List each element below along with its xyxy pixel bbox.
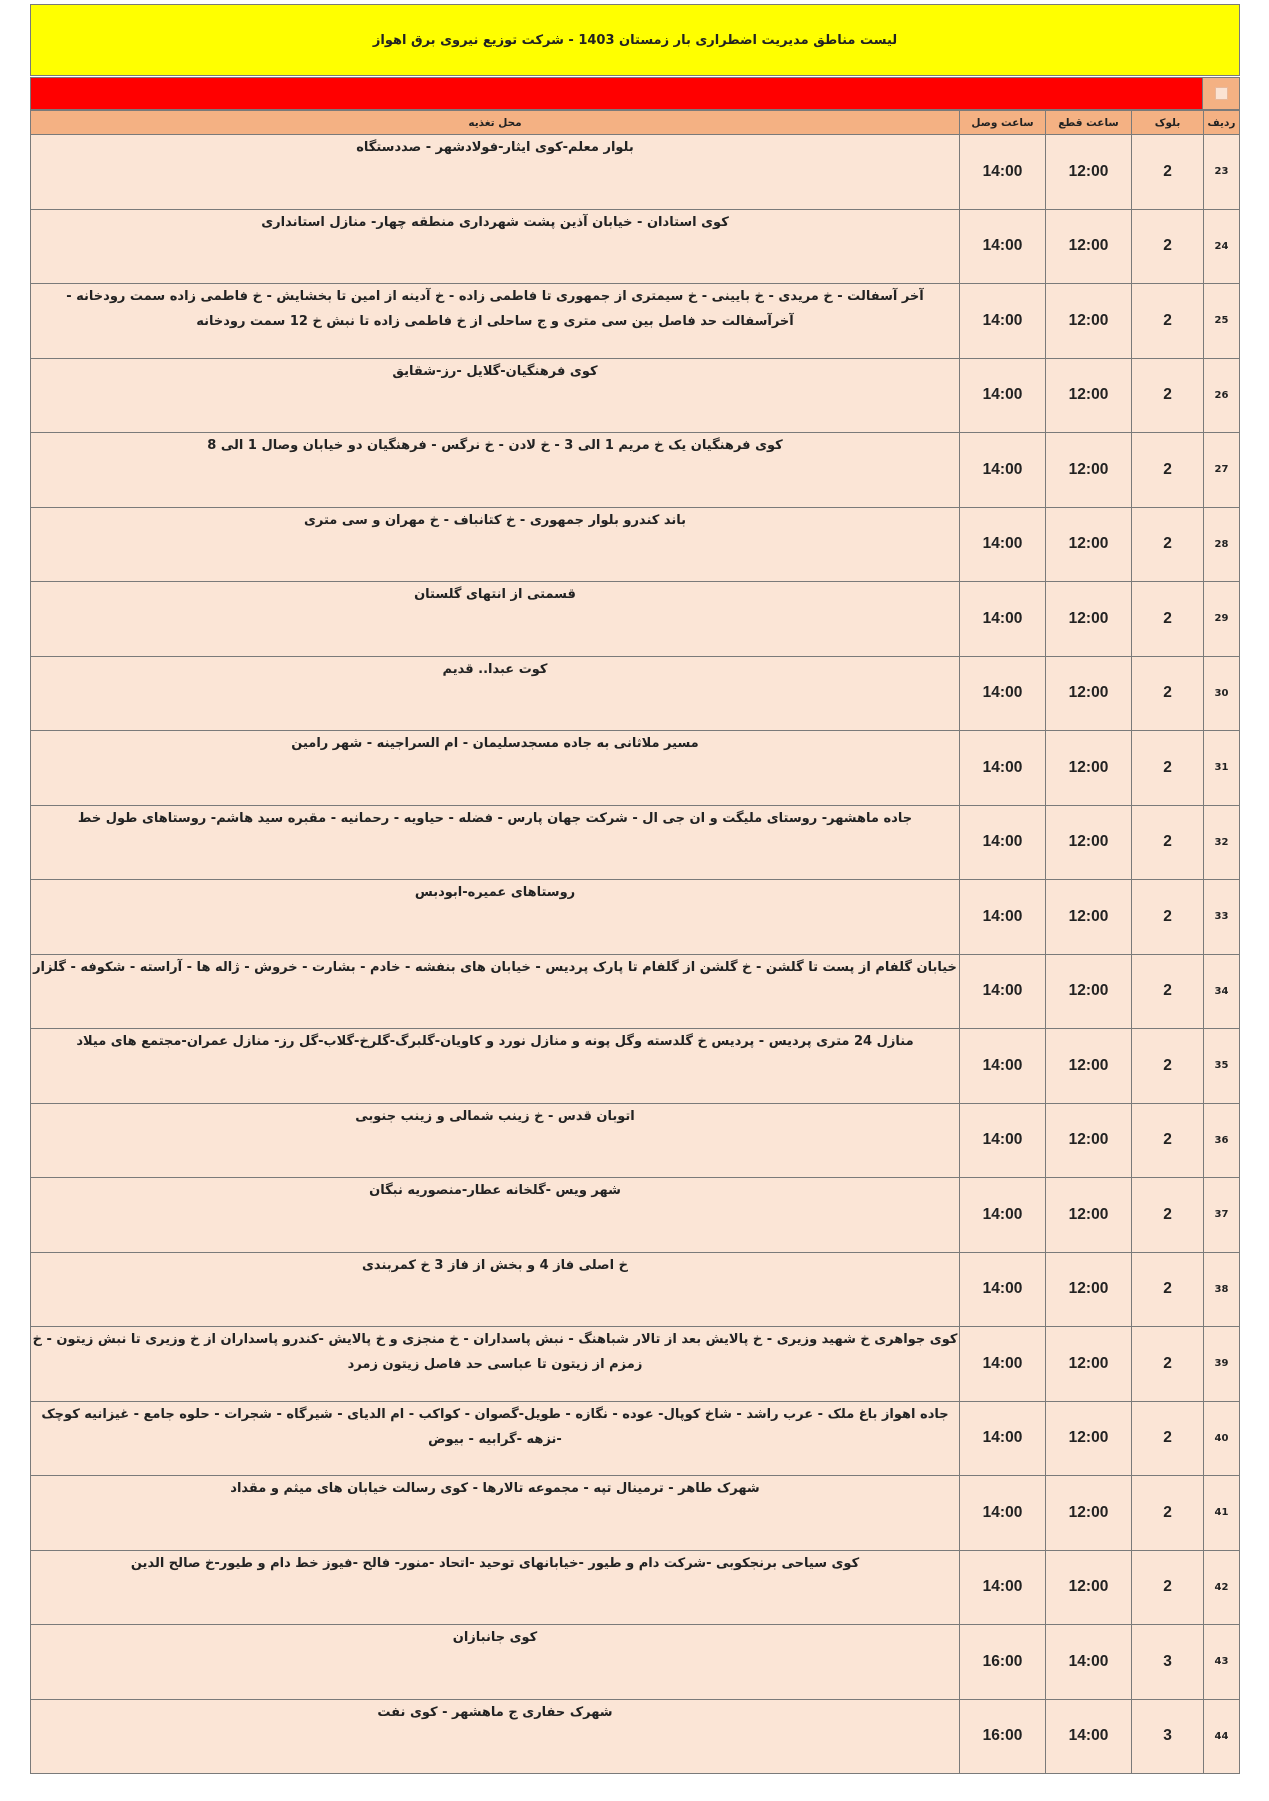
cut-time-cell: 12:00 bbox=[1046, 358, 1132, 433]
cut-time-cell: 12:00 bbox=[1046, 805, 1132, 880]
location-cell bbox=[31, 1699, 960, 1774]
cut-time-cell: 12:00 bbox=[1046, 209, 1132, 284]
table-row bbox=[31, 1699, 1240, 1774]
location-text: شهر ویس -گلخانه عطار-منصوریه نبگان bbox=[369, 1183, 621, 1198]
table-row bbox=[31, 731, 1240, 806]
title-text: لیست مناطق مدیریت اضطراری بار زمستان 1403 - شرکت توزیع نیروی برق اهواز bbox=[372, 32, 898, 48]
location-cell bbox=[31, 954, 960, 1029]
block-cell: 2 bbox=[1132, 433, 1204, 508]
location-cell bbox=[31, 1103, 960, 1178]
cut-time-cell: 12:00 bbox=[1046, 284, 1132, 359]
block-cell: 3 bbox=[1132, 1625, 1204, 1700]
location-text: بلوار معلم-کوی ایثار-فولادشهر - صددستگاه bbox=[356, 140, 634, 155]
connect-time-cell: 14:00 bbox=[960, 1029, 1046, 1104]
cut-time-cell: 12:00 bbox=[1046, 880, 1132, 955]
row-number-cell: 38 bbox=[1204, 1252, 1240, 1327]
cut-time-cell: 12:00 bbox=[1046, 1252, 1132, 1327]
location-text: منازل 24 متری پردیس - پردیس خ گلدسته وگل پونه و منازل نورد و کاویان-گلبرگ-گلرخ-گلاب-گل رز- منازل عمران-مجتمع های میلاد bbox=[76, 1034, 914, 1049]
location-text: کوی فرهنگیان یک خ مریم 1 الی 3 - خ لادن - خ نرگس - فرهنگیان دو خیابان وصال 1 الی 8 bbox=[207, 438, 783, 453]
connect-time-cell: 14:00 bbox=[960, 731, 1046, 806]
block-cell: 2 bbox=[1132, 135, 1204, 210]
location-cell bbox=[31, 1178, 960, 1253]
location-cell bbox=[31, 1550, 960, 1625]
block-cell: 2 bbox=[1132, 1103, 1204, 1178]
cut-time-cell: 14:00 bbox=[1046, 1625, 1132, 1700]
block-cell: 2 bbox=[1132, 358, 1204, 433]
location-cell bbox=[31, 656, 960, 731]
connect-time-cell: 14:00 bbox=[960, 1401, 1046, 1476]
header-location: محل تغذیه bbox=[31, 111, 960, 135]
block-cell: 2 bbox=[1132, 954, 1204, 1029]
block-cell: 2 bbox=[1132, 1401, 1204, 1476]
location-cell bbox=[31, 880, 960, 955]
connect-time-cell: 14:00 bbox=[960, 1327, 1046, 1402]
connect-time-cell: 14:00 bbox=[960, 433, 1046, 508]
cut-time-cell: 12:00 bbox=[1046, 954, 1132, 1029]
location-text: آخر آسفالت - خ مریدی - خ بایینی - خ سیمتری از جمهوری تا فاطمی زاده - خ آدینه از امین تا بخشایش - خ فاطمی زاده سمت رودخانه - آخرآسفالت حد فاصل بین سی متری و ج ساحلی از خ فاطمی زاده تا نبش خ 12 سمت رودخانه bbox=[66, 289, 924, 329]
connect-time-cell: 14:00 bbox=[960, 954, 1046, 1029]
table-row bbox=[31, 433, 1240, 508]
header-row-number: ردیف bbox=[1204, 111, 1240, 135]
red-banner bbox=[30, 77, 1240, 110]
location-cell bbox=[31, 284, 960, 359]
block-cell: 3 bbox=[1132, 1699, 1204, 1774]
row-number-cell: 35 bbox=[1204, 1029, 1240, 1104]
connect-time-cell: 14:00 bbox=[960, 582, 1046, 657]
connect-time-cell: 14:00 bbox=[960, 1476, 1046, 1551]
location-cell bbox=[31, 1029, 960, 1104]
cut-time-cell: 14:00 bbox=[1046, 1699, 1132, 1774]
block-cell: 2 bbox=[1132, 1550, 1204, 1625]
location-cell bbox=[31, 582, 960, 657]
cut-time-cell: 12:00 bbox=[1046, 1550, 1132, 1625]
location-text: جاده ماهشهر- روستای ملیگت و ان جی ال - شرکت جهان پارس - فضله - حیاویه - رحمانیه - مقبره سید هاشم- روستاهای طول خط bbox=[77, 810, 913, 826]
row-number-cell: 29 bbox=[1204, 582, 1240, 657]
connect-time-cell: 14:00 bbox=[960, 358, 1046, 433]
row-number-cell: 43 bbox=[1204, 1625, 1240, 1700]
row-number-cell: 39 bbox=[1204, 1327, 1240, 1402]
location-cell bbox=[31, 1252, 960, 1327]
location-cell bbox=[31, 1327, 960, 1402]
table-row bbox=[31, 507, 1240, 582]
schedule-table bbox=[30, 110, 1240, 1774]
table-row bbox=[31, 1476, 1240, 1551]
location-text: مسیر ملاثانی به جاده مسجدسلیمان - ام السراجینه - شهر رامین bbox=[291, 736, 699, 751]
table-row bbox=[31, 656, 1240, 731]
location-text: کوی فرهنگیان-گلایل -رز-شقایق bbox=[392, 363, 598, 379]
block-cell: 2 bbox=[1132, 284, 1204, 359]
row-number-cell: 23 bbox=[1204, 135, 1240, 210]
row-number-cell: 30 bbox=[1204, 656, 1240, 731]
location-text: کوی جانبازان bbox=[452, 1630, 538, 1645]
location-text: کوی جواهری خ شهید وزیری - خ پالایش بعد از تالار شباهنگ - نبش پاسداران - خ منجزی و خ پالایش -کندرو پاسداران از خ وزیری تا نبش زیتون - خ زمزم از زیتون تا عباسی حد فاصل زیتون زمرد bbox=[32, 1332, 958, 1372]
table-row bbox=[31, 1252, 1240, 1327]
block-cell: 2 bbox=[1132, 805, 1204, 880]
connect-time-cell: 14:00 bbox=[960, 209, 1046, 284]
block-cell: 2 bbox=[1132, 507, 1204, 582]
table-row bbox=[31, 1178, 1240, 1253]
location-cell bbox=[31, 731, 960, 806]
cut-time-cell: 12:00 bbox=[1046, 507, 1132, 582]
row-number-cell: 24 bbox=[1204, 209, 1240, 284]
cut-time-cell: 12:00 bbox=[1046, 1327, 1132, 1402]
row-number-cell: 32 bbox=[1204, 805, 1240, 880]
location-text: اتوبان قدس - خ زینب شمالی و زینب جنوبی bbox=[355, 1108, 635, 1124]
block-cell: 2 bbox=[1132, 582, 1204, 657]
location-cell bbox=[31, 433, 960, 508]
location-text: روستاهای عمیره-ابودبس bbox=[414, 885, 576, 900]
table-row bbox=[31, 1401, 1240, 1476]
header-block: بلوک bbox=[1132, 111, 1204, 135]
table-row bbox=[31, 1327, 1240, 1402]
location-text: جاده اهواز باغ ملک - عرب راشد - شاخ کوپال- عوده - نگازه - طویل-گصوان - کواکب - ام الدیای - شیرگاه - شجرات - حلوه جامع - غیزانیه کوچک -نزهه -گرابیه - بیوض bbox=[41, 1406, 949, 1447]
row-number-cell: 42 bbox=[1204, 1550, 1240, 1625]
connect-time-cell: 14:00 bbox=[960, 805, 1046, 880]
connect-time-cell: 14:00 bbox=[960, 1178, 1046, 1253]
block-cell: 2 bbox=[1132, 880, 1204, 955]
location-text: قسمتی از انتهای گلستان bbox=[414, 587, 576, 602]
connect-time-cell: 14:00 bbox=[960, 1103, 1046, 1178]
location-text: خ اصلی فاز 4 و بخش از فاز 3 خ کمربندی bbox=[362, 1257, 628, 1273]
cut-time-cell: 12:00 bbox=[1046, 433, 1132, 508]
connect-time-cell: 14:00 bbox=[960, 284, 1046, 359]
cut-time-cell: 12:00 bbox=[1046, 731, 1132, 806]
row-number-cell: 26 bbox=[1204, 358, 1240, 433]
location-cell bbox=[31, 1476, 960, 1551]
table-row bbox=[31, 135, 1240, 210]
connect-time-cell: 14:00 bbox=[960, 135, 1046, 210]
block-cell: 2 bbox=[1132, 1476, 1204, 1551]
connect-time-cell: 14:00 bbox=[960, 1252, 1046, 1327]
row-number-cell: 28 bbox=[1204, 507, 1240, 582]
table-row bbox=[31, 880, 1240, 955]
location-cell bbox=[31, 1401, 960, 1476]
cut-time-cell: 12:00 bbox=[1046, 1401, 1132, 1476]
location-text: کوی سیاحی برنجکوبی -شرکت دام و طیور -خیابانهای توحید -اتحاد -منور- فالح -فیوز خط دام و طیور-خ صالح الدین bbox=[130, 1555, 860, 1571]
location-cell bbox=[31, 135, 960, 210]
table-row bbox=[31, 805, 1240, 880]
row-number-cell: 41 bbox=[1204, 1476, 1240, 1551]
location-text: شهرک حفاری ج ماهشهر - کوی نفت bbox=[377, 1704, 613, 1720]
block-cell: 2 bbox=[1132, 1029, 1204, 1104]
block-cell: 2 bbox=[1132, 731, 1204, 806]
header-cut-time: ساعت قطع bbox=[1046, 111, 1132, 135]
location-cell bbox=[31, 1625, 960, 1700]
corner-cell bbox=[1202, 78, 1239, 109]
cut-time-cell: 12:00 bbox=[1046, 135, 1132, 210]
cut-time-cell: 12:00 bbox=[1046, 582, 1132, 657]
location-text: خیابان گلفام از پست تا گلشن - خ گلشن از گلفام تا پارک پردیس - خیابان های بنفشه - خادم - بشارت - خروش - ژاله ها - آراسته - شکوفه - گلزار bbox=[33, 959, 957, 975]
cut-time-cell: 12:00 bbox=[1046, 1476, 1132, 1551]
row-number-cell: 37 bbox=[1204, 1178, 1240, 1253]
block-cell: 2 bbox=[1132, 656, 1204, 731]
table-row bbox=[31, 284, 1240, 359]
row-number-cell: 44 bbox=[1204, 1699, 1240, 1774]
cut-time-cell: 12:00 bbox=[1046, 656, 1132, 731]
location-cell bbox=[31, 507, 960, 582]
location-text: کوی استادان - خیابان آذین پشت شهرداری منطقه چهار- منازل استانداری bbox=[261, 214, 729, 230]
block-cell: 2 bbox=[1132, 1252, 1204, 1327]
table-row bbox=[31, 358, 1240, 433]
table-row bbox=[31, 1103, 1240, 1178]
location-text: باند کندرو بلوار جمهوری - خ کتانباف - خ مهران و سی متری bbox=[304, 512, 686, 528]
row-number-cell: 36 bbox=[1204, 1103, 1240, 1178]
cut-time-cell: 12:00 bbox=[1046, 1029, 1132, 1104]
location-cell bbox=[31, 358, 960, 433]
table-row bbox=[31, 582, 1240, 657]
row-number-cell: 31 bbox=[1204, 731, 1240, 806]
connect-time-cell: 16:00 bbox=[960, 1625, 1046, 1700]
table-row bbox=[31, 954, 1240, 1029]
location-cell bbox=[31, 805, 960, 880]
block-cell: 2 bbox=[1132, 209, 1204, 284]
block-cell: 2 bbox=[1132, 1327, 1204, 1402]
row-number-cell: 25 bbox=[1204, 284, 1240, 359]
block-cell: 2 bbox=[1132, 1178, 1204, 1253]
location-cell bbox=[31, 209, 960, 284]
row-number-cell: 34 bbox=[1204, 954, 1240, 1029]
cut-time-cell: 12:00 bbox=[1046, 1178, 1132, 1253]
table-row bbox=[31, 209, 1240, 284]
location-text: شهرک طاهر - ترمینال تپه - مجموعه تالارها - کوی رسالت خیابان های میثم و مقداد bbox=[230, 1481, 760, 1496]
table-row bbox=[31, 1029, 1240, 1104]
table-row bbox=[31, 1550, 1240, 1625]
page-title bbox=[30, 4, 1240, 76]
connect-time-cell: 14:00 bbox=[960, 880, 1046, 955]
row-number-cell: 40 bbox=[1204, 1401, 1240, 1476]
row-number-cell: 33 bbox=[1204, 880, 1240, 955]
row-number-cell: 27 bbox=[1204, 433, 1240, 508]
header-connect-time: ساعت وصل bbox=[960, 111, 1046, 135]
location-text: کوت عبدا.. قدیم bbox=[442, 661, 548, 677]
connect-time-cell: 16:00 bbox=[960, 1699, 1046, 1774]
connect-time-cell: 14:00 bbox=[960, 1550, 1046, 1625]
connect-time-cell: 14:00 bbox=[960, 507, 1046, 582]
table-row bbox=[31, 1625, 1240, 1700]
connect-time-cell: 14:00 bbox=[960, 656, 1046, 731]
square-icon bbox=[1215, 87, 1228, 100]
cut-time-cell: 12:00 bbox=[1046, 1103, 1132, 1178]
table-header-row bbox=[31, 111, 1240, 135]
